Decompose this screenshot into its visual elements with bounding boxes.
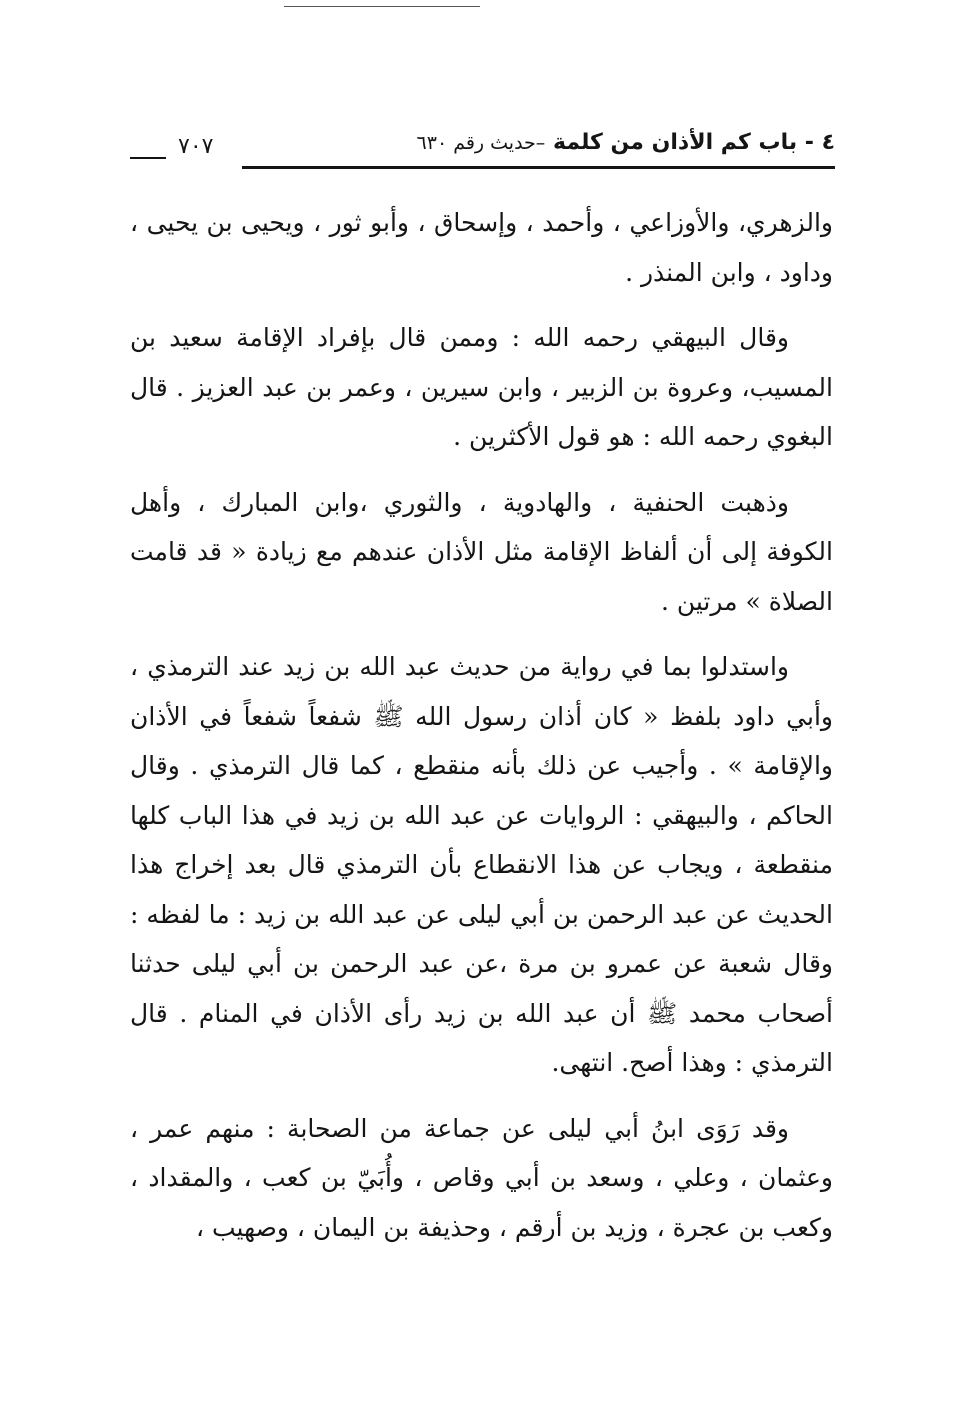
paragraph-4: واستدلوا بما في رواية من حديث عبد الله بن زيد عند الترمذي ، وأبي داود بلفظ « كان أذان رسول الله ﷺ شفعاً شفعاً في الأذان والإقامة » . وأجيب عن ذلك بأنه منقطع ، كما قال الترمذي . وقال الحاكم ، والبيهقي : الروايات عن عبد الله بن زيد في هذا الباب كلها منقطعة ، ويجاب عن هذا الانقطاع بأن الترمذي قال بعد إخراج هذا الحديث عن عبد الرحمن بن أبي ليلى عن عبد الله بن زيد : ما لفظه : وقال شعبة عن عمرو بن مرة ،عن عبد الرحمن بن أبي ليلى حدثنا أصحاب محمد ﷺ أن عبد الله بن زيد رأى الأذان في المنام . قال الترمذي : وهذا أصح. انتهى. xyxy=(130,652,834,1077)
chapter-title-text: ٤ - باب كم الأذان من كلمة xyxy=(552,130,835,155)
top-scan-line xyxy=(284,6,480,7)
paragraph-3: وذهبت الحنفية ، والهادوية ، والثوري ،وابن المبارك ، وأهل الكوفة إلى أن ألفاظ الإقامة مثل الأذان عندهم مع زيادة « قد قامت الصلاة » مرتين . xyxy=(130,487,833,616)
page-number: ٧٠٧ xyxy=(178,134,214,159)
header-rule xyxy=(242,166,835,169)
page-number-dash xyxy=(130,157,166,159)
page-body xyxy=(130,198,833,1268)
paragraph-5: وقد رَوَى ابنُ أبي ليلى عن جماعة من الصحابة : منهم عمر ، وعثمان ، وعلي ، وسعد بن أبي وقاص ، وأُبَيّ بن كعب ، والمقداد ، وكعب بن عجرة ، وزيد بن أرقم ، وحذيفة بن اليمان ، وصهيب ، xyxy=(130,1113,833,1242)
chapter-title xyxy=(417,130,835,155)
paragraph-1: والزهري، والأوزاعي ، وأحمد ، وإسحاق ، وأبو ثور ، ويحيى بن يحيى ، وداود ، وابن المنذر . xyxy=(130,208,833,287)
paragraph-2: وقال البيهقي رحمه الله : وممن قال بإفراد الإقامة سعيد بن المسيب، وعروة بن الزبير ، وابن سيرين ، وعمر بن عبد العزيز . قال البغوي رحمه الله : هو قول الأكثرين . xyxy=(130,323,833,451)
running-header xyxy=(130,120,835,176)
hadith-number: –حديث رقم ٦٣٠ xyxy=(416,132,546,154)
